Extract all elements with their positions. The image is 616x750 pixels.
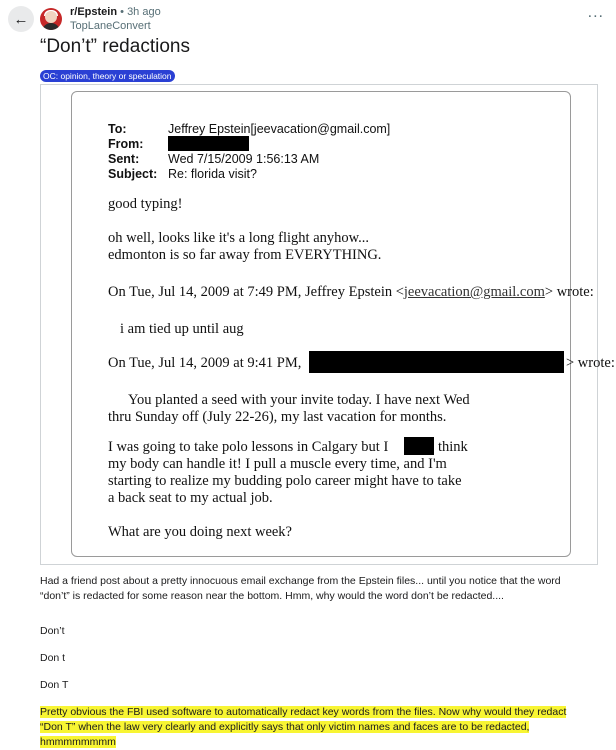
post-title: “Don’t” redactions [40, 36, 190, 57]
post-image[interactable] [40, 84, 615, 565]
quote1-prefix: On Tue, Jul 14, 2009 at 7:49 PM, Jeffrey Epstein < [108, 284, 404, 300]
email-document [71, 91, 615, 557]
email-line-polo3: starting to realize my budding polo career might have to take [108, 473, 462, 489]
email-subject-label: Subject: [108, 167, 158, 181]
quote1-email-link: jeevacation@gmail.com [403, 284, 545, 300]
post-header [0, 0, 616, 36]
back-button[interactable] [8, 6, 34, 32]
email-quote2-suffix: > wrote: [566, 355, 615, 371]
subreddit-name[interactable]: r/Epstein [70, 6, 118, 18]
email-to-row [108, 122, 390, 136]
email-sent-value: Wed 7/15/2009 1:56:13 AM [168, 152, 320, 166]
more-options-button[interactable] [588, 4, 604, 22]
body-paragraph-1 [40, 574, 561, 604]
email-sent-row [108, 152, 319, 166]
email-subject-value: Re: florida visit? [168, 167, 257, 181]
email-line-thru: thru Sunday off (July 22-26), my last vacation for months. [108, 409, 447, 425]
author-name[interactable]: TopLaneConvert [70, 20, 151, 32]
ellipsis-icon: ... [587, 4, 604, 21]
highlight-line3: hmmmmmmmm [40, 736, 116, 748]
redaction-quote2-sender [309, 351, 564, 373]
body-paragraph-highlighted [40, 705, 566, 750]
email-to-value: Jeffrey Epstein[jeevacation@gmail.com] [168, 122, 391, 136]
email-sent-label: Sent: [108, 152, 140, 166]
email-from-label: From: [108, 137, 144, 151]
email-from-row [108, 137, 168, 151]
email-line-planted: You planted a seed with your invite today. I have next Wed [128, 392, 470, 408]
body-paragraph-don-t: Don t [40, 652, 66, 664]
email-line-good-typing: good typing! [108, 196, 183, 212]
body-p1-line2: “don’t” is redacted for some reason near the bottom. Hmm, why would the word don’t be redacted.... [40, 590, 504, 602]
email-to-label: To: [108, 122, 127, 136]
email-line-polo1b: think [438, 439, 468, 455]
subreddit-line [70, 6, 161, 19]
email-line-next-week: What are you doing next week? [108, 524, 292, 540]
body-p1-line1: Had a friend post about a pretty innocuous email exchange from the Epstein files... until you notice that the word [40, 575, 561, 587]
email-quote2-prefix: On Tue, Jul 14, 2009 at 9:41 PM, [108, 355, 302, 371]
email-line-tied-up: i am tied up until aug [120, 321, 244, 337]
email-quote1 [108, 283, 594, 302]
redaction-dont [404, 437, 434, 455]
email-line-polo2: my body can handle it! I pull a muscle every time, and I'm [108, 456, 447, 472]
redaction-from [168, 136, 249, 151]
post-flair[interactable]: OC: opinion, theory or speculation [40, 70, 175, 82]
separator-dot: • [120, 6, 124, 18]
quote1-suffix: > wrote: [544, 284, 594, 300]
body-paragraph-dont: Don’t [40, 625, 65, 637]
subreddit-avatar[interactable] [40, 8, 62, 30]
body-paragraph-don-T: Don T [40, 679, 69, 691]
post-time: 3h ago [127, 6, 161, 18]
email-line-polo1a: I was going to take polo lessons in Calgary but I [108, 439, 389, 455]
email-line-polo4: a back seat to my actual job. [108, 490, 273, 506]
arrow-left-icon: ← [13, 10, 29, 28]
email-line-edmonton: edmonton is so far away from EVERYTHING. [108, 247, 382, 263]
email-subject-row [108, 167, 257, 181]
email-line-oh-well: oh well, looks like it's a long flight anyhow... [108, 230, 370, 246]
highlight-line2: “Don T” when the law very clearly and explicitly says that only victim names and faces are to be redacted, [40, 721, 530, 733]
highlight-line1: Pretty obvious the FBI used software to automatically redact key words from the files. Now why would they redact [40, 706, 567, 718]
